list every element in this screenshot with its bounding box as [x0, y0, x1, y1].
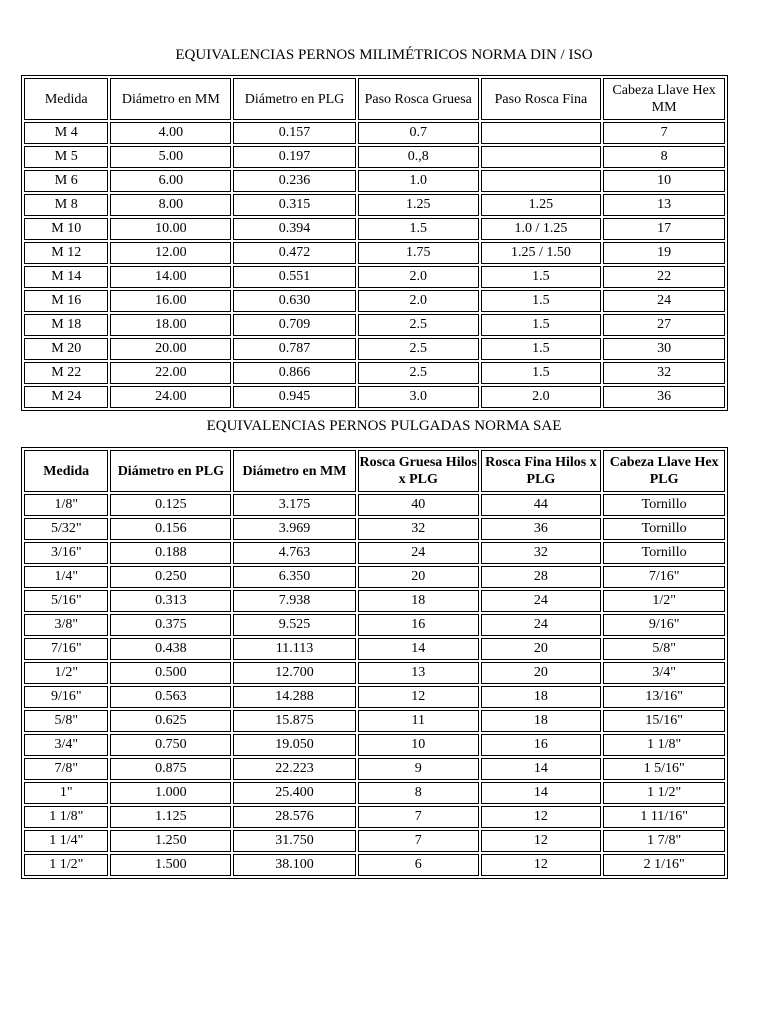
table-cell: 7.938: [233, 590, 356, 612]
table-cell: 1.0 / 1.25: [481, 218, 602, 240]
table-cell: 12: [481, 830, 602, 852]
table-cell: 36: [603, 386, 725, 408]
table-cell: 10.00: [110, 218, 231, 240]
table-cell: 1.125: [110, 806, 231, 828]
table-cell: 24: [358, 542, 479, 564]
table-row: [24, 614, 725, 636]
table-cell: M 5: [24, 146, 108, 168]
table-row: [24, 854, 725, 876]
table-cell: 16: [481, 734, 602, 756]
table-cell: 14: [358, 638, 479, 660]
table-cell: 0.125: [110, 494, 231, 516]
table-cell: 3/16": [24, 542, 108, 564]
table-cell: 12: [481, 854, 602, 876]
table-cell: 17: [603, 218, 725, 240]
table-cell: 5/32": [24, 518, 108, 540]
table-row: [24, 710, 725, 732]
table-cell: 0.315: [233, 194, 356, 216]
table-cell: M 4: [24, 122, 108, 144]
table-cell: 12.00: [110, 242, 231, 264]
table-cell: 7/8": [24, 758, 108, 780]
table-cell: 0.551: [233, 266, 356, 288]
table-cell: 18: [358, 590, 479, 612]
table-cell: 1.5: [481, 362, 602, 384]
table-cell: 6: [358, 854, 479, 876]
header-diametro-plg: Diámetro en PLG: [110, 450, 231, 492]
table-cell: 0.709: [233, 314, 356, 336]
table-cell: [481, 122, 602, 144]
table-cell: [481, 146, 602, 168]
table-cell: 6.350: [233, 566, 356, 588]
table-cell: 13: [603, 194, 725, 216]
header-medida: Medida: [24, 450, 108, 492]
table-cell: 20: [481, 638, 602, 660]
table-cell: 24: [481, 590, 602, 612]
table-cell: 2.5: [358, 338, 479, 360]
table-cell: 0.875: [110, 758, 231, 780]
table-cell: 27: [603, 314, 725, 336]
table-row: [24, 686, 725, 708]
table-cell: 20: [358, 566, 479, 588]
table-cell: 0.313: [110, 590, 231, 612]
table-cell: 24.00: [110, 386, 231, 408]
table-cell: 1.5: [481, 290, 602, 312]
table-cell: 7: [603, 122, 725, 144]
table-cell: 19.050: [233, 734, 356, 756]
table-cell: 14: [481, 782, 602, 804]
table-cell: 8: [603, 146, 725, 168]
table-row: [24, 218, 725, 240]
table-row: [24, 638, 725, 660]
table-cell: 2.0: [358, 290, 479, 312]
table-cell: M 6: [24, 170, 108, 192]
table-cell: 9.525: [233, 614, 356, 636]
table-row: [24, 362, 725, 384]
table-cell: 4.00: [110, 122, 231, 144]
table-row: [24, 338, 725, 360]
header-diametro-mm: Diámetro en MM: [110, 78, 231, 120]
table-cell: 22.223: [233, 758, 356, 780]
table-cell: 8: [358, 782, 479, 804]
table-cell: 18: [481, 710, 602, 732]
table-cell: 0.236: [233, 170, 356, 192]
table-cell: 7/16": [24, 638, 108, 660]
table-row: [24, 314, 725, 336]
table-cell: M 18: [24, 314, 108, 336]
table-cell: 1 1/8": [24, 806, 108, 828]
table-cell: 1/2": [603, 590, 725, 612]
header-medida: Medida: [24, 78, 108, 120]
table-cell: 40: [358, 494, 479, 516]
table-row: [24, 122, 725, 144]
header-cabeza-llave-hex: Cabeza Llave Hex PLG: [603, 450, 725, 492]
table-cell: 16: [358, 614, 479, 636]
table-cell: 7: [358, 806, 479, 828]
table-row: [24, 290, 725, 312]
table-cell: 18: [481, 686, 602, 708]
table-cell: 14.288: [233, 686, 356, 708]
table-row: [24, 146, 725, 168]
table-cell: 1.5: [481, 338, 602, 360]
table-row: [24, 542, 725, 564]
table-cell: 22.00: [110, 362, 231, 384]
table-cell: [481, 170, 602, 192]
table-cell: 10: [358, 734, 479, 756]
table-cell: 0.394: [233, 218, 356, 240]
table-cell: 1 5/16": [603, 758, 725, 780]
header-cabeza-llave-hex: Cabeza Llave Hex MM: [603, 78, 725, 120]
table-cell: 3.175: [233, 494, 356, 516]
table-cell: 1.75: [358, 242, 479, 264]
table-cell: 36: [481, 518, 602, 540]
table-cell: M 20: [24, 338, 108, 360]
metric-table-title: EQUIVALENCIAS PERNOS MILIMÉTRICOS NORMA DIN / ISO: [175, 47, 593, 63]
table-cell: 31.750: [233, 830, 356, 852]
table-cell: 2 1/16": [603, 854, 725, 876]
table-cell: 0.375: [110, 614, 231, 636]
table-cell: 0.500: [110, 662, 231, 684]
table-cell: 3/4": [24, 734, 108, 756]
table-cell: 1/8": [24, 494, 108, 516]
table-row: [24, 494, 725, 516]
table-cell: 1.5: [481, 266, 602, 288]
table-cell: 3/8": [24, 614, 108, 636]
table-row: [24, 782, 725, 804]
table-cell: 0.157: [233, 122, 356, 144]
table-cell: M 8: [24, 194, 108, 216]
table-cell: M 24: [24, 386, 108, 408]
table-cell: 19: [603, 242, 725, 264]
table-row: [24, 734, 725, 756]
table-cell: M 12: [24, 242, 108, 264]
table-cell: 0.945: [233, 386, 356, 408]
table-cell: 11: [358, 710, 479, 732]
table-row: [24, 170, 725, 192]
table-cell: 6.00: [110, 170, 231, 192]
table-cell: 0.156: [110, 518, 231, 540]
table-cell: 0.750: [110, 734, 231, 756]
table-cell: 32: [481, 542, 602, 564]
table-cell: 1": [24, 782, 108, 804]
table-cell: 5/8": [24, 710, 108, 732]
table-cell: 2.0: [481, 386, 602, 408]
metric-bolt-table: [21, 75, 728, 411]
table-cell: 44: [481, 494, 602, 516]
table-cell: 32: [358, 518, 479, 540]
table-cell: M 22: [24, 362, 108, 384]
table-row: [24, 662, 725, 684]
table-cell: 0.438: [110, 638, 231, 660]
table-cell: 20.00: [110, 338, 231, 360]
table-cell: 9/16": [24, 686, 108, 708]
table-cell: 12: [358, 686, 479, 708]
table-cell: 1.5: [358, 218, 479, 240]
table-row: [24, 566, 725, 588]
table-cell: 0.866: [233, 362, 356, 384]
table-cell: 0.472: [233, 242, 356, 264]
header-paso-rosca-fina: Paso Rosca Fina: [481, 78, 602, 120]
table-cell: 15/16": [603, 710, 725, 732]
table-cell: 14: [481, 758, 602, 780]
table-cell: 13: [358, 662, 479, 684]
table-cell: 1.0: [358, 170, 479, 192]
table-cell: 1.500: [110, 854, 231, 876]
table-cell: 1 1/2": [603, 782, 725, 804]
table-cell: 7/16": [603, 566, 725, 588]
table-cell: 9/16": [603, 614, 725, 636]
table-cell: 24: [481, 614, 602, 636]
table-cell: 30: [603, 338, 725, 360]
table-cell: 18.00: [110, 314, 231, 336]
table-cell: 1 1/2": [24, 854, 108, 876]
table-cell: 9: [358, 758, 479, 780]
table-header-row: [24, 450, 725, 492]
table-cell: 7: [358, 830, 479, 852]
table-cell: 1/2": [24, 662, 108, 684]
table-cell: 11.113: [233, 638, 356, 660]
table-cell: 3/4": [603, 662, 725, 684]
table-cell: 5.00: [110, 146, 231, 168]
table-cell: 2.5: [358, 362, 479, 384]
table-row: [24, 806, 725, 828]
table-cell: 1 7/8": [603, 830, 725, 852]
table-cell: 1.25: [358, 194, 479, 216]
table-cell: 22: [603, 266, 725, 288]
table-cell: 25.400: [233, 782, 356, 804]
table-cell: 13/16": [603, 686, 725, 708]
table-cell: 5/8": [603, 638, 725, 660]
table-cell: 10: [603, 170, 725, 192]
table-row: [24, 242, 725, 264]
table-cell: 1 1/8": [603, 734, 725, 756]
table-cell: M 10: [24, 218, 108, 240]
table-cell: Tornillo: [603, 518, 725, 540]
table-cell: 0.,8: [358, 146, 479, 168]
table-cell: 0.197: [233, 146, 356, 168]
table-row: [24, 194, 725, 216]
table-cell: Tornillo: [603, 542, 725, 564]
header-diametro-mm: Diámetro en MM: [233, 450, 356, 492]
table-cell: 1 1/4": [24, 830, 108, 852]
table-cell: 1.5: [481, 314, 602, 336]
table-cell: 2.5: [358, 314, 479, 336]
table-cell: 3.969: [233, 518, 356, 540]
table-cell: 2.0: [358, 266, 479, 288]
table-cell: 1.250: [110, 830, 231, 852]
table-cell: 0.625: [110, 710, 231, 732]
table-cell: 0.250: [110, 566, 231, 588]
header-paso-rosca-gruesa: Paso Rosca Gruesa: [358, 78, 479, 120]
header-rosca-fina: Rosca Fina Hilos x PLG: [481, 450, 602, 492]
table-cell: 4.763: [233, 542, 356, 564]
table-cell: 3.0: [358, 386, 479, 408]
table-header-row: [24, 78, 725, 120]
table-cell: 0.563: [110, 686, 231, 708]
table-row: [24, 830, 725, 852]
table-cell: 1.000: [110, 782, 231, 804]
table-cell: 28: [481, 566, 602, 588]
table-cell: 1.25 / 1.50: [481, 242, 602, 264]
table-cell: 16.00: [110, 290, 231, 312]
table-cell: 28.576: [233, 806, 356, 828]
table-cell: 1/4": [24, 566, 108, 588]
table-row: [24, 758, 725, 780]
table-cell: 0.188: [110, 542, 231, 564]
table-cell: 0.7: [358, 122, 479, 144]
table-cell: M 14: [24, 266, 108, 288]
table-cell: 1.25: [481, 194, 602, 216]
table-cell: 15.875: [233, 710, 356, 732]
table-cell: M 16: [24, 290, 108, 312]
table-row: [24, 590, 725, 612]
table-cell: 20: [481, 662, 602, 684]
inch-table-title: EQUIVALENCIAS PERNOS PULGADAS NORMA SAE: [206, 418, 562, 434]
table-cell: 32: [603, 362, 725, 384]
table-row: [24, 266, 725, 288]
table-cell: 0.630: [233, 290, 356, 312]
table-cell: 8.00: [110, 194, 231, 216]
inch-bolt-table: [21, 447, 728, 879]
table-cell: 38.100: [233, 854, 356, 876]
table-row: [24, 386, 725, 408]
table-cell: 5/16": [24, 590, 108, 612]
table-cell: 12.700: [233, 662, 356, 684]
header-diametro-plg: Diámetro en PLG: [233, 78, 356, 120]
table-cell: Tornillo: [603, 494, 725, 516]
table-cell: 1 11/16": [603, 806, 725, 828]
table-cell: 14.00: [110, 266, 231, 288]
table-cell: 24: [603, 290, 725, 312]
table-cell: 12: [481, 806, 602, 828]
header-rosca-gruesa: Rosca Gruesa Hilos x PLG: [358, 450, 479, 492]
table-row: [24, 518, 725, 540]
table-cell: 0.787: [233, 338, 356, 360]
